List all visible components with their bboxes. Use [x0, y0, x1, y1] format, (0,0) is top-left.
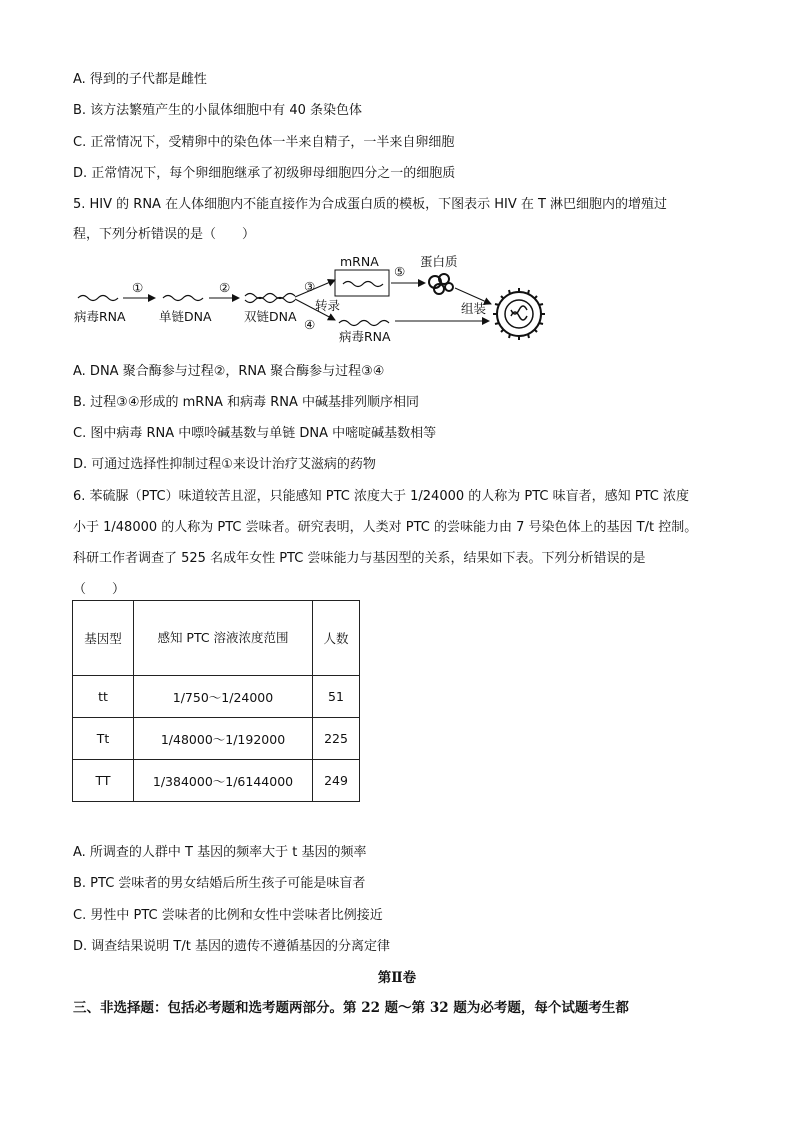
cell-genotype: Tt [73, 718, 134, 760]
q6-option-a: A. 所调查的人群中 T 基因的频率大于 t 基因的频率 [73, 845, 367, 860]
section-title: 第Ⅱ卷 [377, 970, 417, 986]
hiv-virion-icon [493, 288, 545, 340]
q6-stem-line4: （ ） [73, 582, 126, 597]
q5-option-b: B. 过程③④形成的 mRNA 和病毒 RNA 中碱基排列顺序相同 [73, 395, 419, 410]
genotype-table [72, 600, 360, 802]
q4-option-c: C. 正常情况下，受精卵中的染色体一半来自精子，一半来自卵细胞 [73, 135, 455, 150]
step4-label: ④ [304, 317, 316, 332]
ss-dna-label: 单链DNA [159, 309, 212, 324]
step2-label: ② [219, 280, 231, 295]
protein-label: 蛋白质 [420, 254, 458, 269]
q5-stem-line2: 程，下列分析错误的是（ ） [73, 227, 256, 242]
assembly-label: 组装 [461, 301, 487, 316]
ds-dna-label: 双链DNA [244, 309, 297, 324]
header-concentration: 感知 PTC 溶液浓度范围 [134, 601, 313, 676]
q4-option-b: B. 该方法繁殖产生的小鼠体细胞中有 40 条染色体 [73, 103, 362, 118]
virus-rna-label: 病毒RNA [74, 309, 126, 324]
cell-count: 51 [313, 676, 360, 718]
cell-count: 225 [313, 718, 360, 760]
ss-dna-strand [163, 296, 203, 301]
q4-option-a: A. 得到的子代都是雌性 [73, 72, 207, 87]
protein-icon [429, 274, 453, 294]
cell-concentration: 1/48000～1/192000 [134, 718, 313, 760]
q5-stem-line1: 5. HIV 的 RNA 在人体细胞内不能直接作为合成蛋白质的模板，下图表示 HIV 在 T 淋巴细胞内的增殖过 [73, 197, 668, 212]
table-row [73, 718, 360, 760]
header-genotype: 基因型 [73, 601, 134, 676]
ds-dna-strand-a [245, 294, 295, 299]
virus-rna-strand [78, 296, 118, 301]
q6-stem-line1: 6. 苯硫脲（PTC）味道较苦且涩，只能感知 PTC 浓度大于 1/24000 的人称为 PTC 味盲者，感知 PTC 浓度 [73, 489, 689, 504]
q5-option-c: C. 图中病毒 RNA 中嘌呤碱基数与单链 DNA 中嘧啶碱基数相等 [73, 426, 437, 441]
q6-option-d: D. 调查结果说明 T/t 基因的遗传不遵循基因的分离定律 [73, 939, 390, 954]
ds-dna-strand-b [245, 298, 295, 303]
table-row [73, 760, 360, 802]
cell-concentration: 1/384000～1/6144000 [134, 760, 313, 802]
transcription-label: 转录 [315, 298, 341, 313]
virus-rna2-label: 病毒RNA [339, 329, 391, 344]
table-header-row [73, 601, 360, 676]
mrna-box [335, 270, 389, 296]
hiv-replication-diagram [73, 250, 573, 350]
q6-stem-line2: 小于 1/48000 的人称为 PTC 尝味者。研究表明，人类对 PTC 的尝味能力由 7 号染色体上的基因 T/t 控制。 [73, 520, 698, 535]
step3-label: ③ [304, 279, 316, 294]
cell-genotype: TT [73, 760, 134, 802]
section-header: 三、非选择题：包括必考题和选考题两部分。第 22 题～第 32 题为必考题，每个试题考生都 [73, 1000, 629, 1016]
cell-genotype: tt [73, 676, 134, 718]
q6-option-b: B. PTC 尝味者的男女结婚后所生孩子可能是味盲者 [73, 876, 366, 891]
header-count: 人数 [313, 601, 360, 676]
table-row [73, 676, 360, 718]
step5-label: ⑤ [394, 264, 406, 279]
q5-option-a: A. DNA 聚合酶参与过程②，RNA 聚合酶参与过程③④ [73, 364, 385, 379]
virus-rna2-strand [339, 321, 389, 326]
mrna-label: mRNA [340, 254, 379, 269]
mrna-strand [343, 282, 383, 287]
q5-option-d: D. 可通过选择性抑制过程①来设计治疗艾滋病的药物 [73, 457, 376, 472]
q4-option-d: D. 正常情况下，每个卵细胞继承了初级卵母细胞四分之一的细胞质 [73, 166, 456, 181]
cell-count: 249 [313, 760, 360, 802]
q6-stem-line3: 科研工作者调查了 525 名成年女性 PTC 尝味能力与基因型的关系，结果如下表。下列分析错误的是 [73, 551, 646, 566]
q6-option-c: C. 男性中 PTC 尝味者的比例和女性中尝味者比例接近 [73, 908, 383, 923]
step1-label: ① [132, 280, 144, 295]
cell-concentration: 1/750～1/24000 [134, 676, 313, 718]
